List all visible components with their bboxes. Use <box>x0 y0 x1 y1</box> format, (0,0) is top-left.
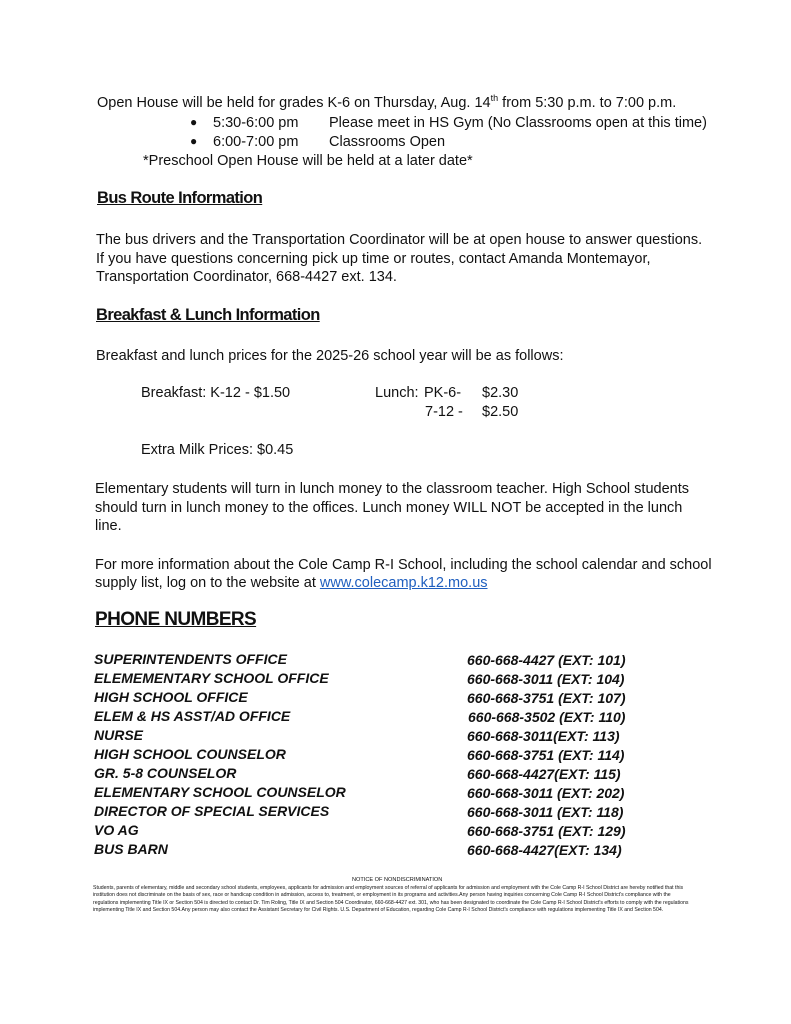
phone-label: GR. 5-8 COUNSELOR <box>94 765 237 781</box>
bus-route-heading: Bus Route Information <box>97 189 263 207</box>
phone-number: 660-668-3011 (EXT: 104) <box>467 671 625 687</box>
phone-number: 660-668-3751 (EXT: 107) <box>467 690 626 706</box>
schedule-desc-2: Classrooms Open <box>329 134 446 150</box>
lunch-price-1: $2.30 <box>482 385 519 401</box>
phone-number: 660-668-3751 (EXT: 114) <box>467 747 625 763</box>
phone-number: 660-668-3011 (EXT: 118) <box>467 804 624 820</box>
meals-heading: Breakfast & Lunch Information <box>96 306 320 324</box>
lunch-grade-1: PK-6- <box>424 385 462 401</box>
phone-label: ELEMEMENTARY SCHOOL OFFICE <box>94 670 329 686</box>
milk-price: Extra Milk Prices: $0.45 <box>141 442 294 458</box>
phone-number: 660-668-3011 (EXT: 202) <box>467 785 625 801</box>
phone-label: BUS BARN <box>94 841 168 857</box>
phone-label: SUPERINTENDENTS OFFICE <box>94 651 287 667</box>
phone-number: 660-668-4427(EXT: 115) <box>467 766 621 782</box>
lunch-price-2: $2.50 <box>482 404 519 420</box>
phone-label: NURSE <box>94 727 144 743</box>
phone-label: HIGH SCHOOL COUNSELOR <box>94 746 286 762</box>
phone-label: HIGH SCHOOL OFFICE <box>94 689 248 705</box>
notice-title: NOTICE OF NONDISCRIMINATION <box>352 877 443 883</box>
bus-line-3: Transportation Coordinator, 668-4427 ext. 134. <box>96 269 397 285</box>
phone-number: 660-668-3502 (EXT: 110) <box>468 709 626 725</box>
schedule-desc-1: Please meet in HS Gym (No Classrooms open at this time) <box>329 115 707 131</box>
phone-label: VO AG <box>94 822 139 838</box>
meals-intro: Breakfast and lunch prices for the 2025-26 school year will be as follows: <box>96 348 564 364</box>
bullet-icon: ● <box>190 134 198 148</box>
info-line-2 <box>95 574 488 592</box>
phone-label: DIRECTOR OF SPECIAL SERVICES <box>94 803 330 819</box>
money-line-3: line. <box>95 518 122 534</box>
bullet-icon: ● <box>190 115 198 129</box>
notice-body: Students, parents of elementary, middle and secondary school students, employees, applicants for admission and employment sources of referral of applicants for admission and employment with the Cole Camp R-I School District are hereby notified that this institution does not discriminate on the basis of sex, race or handicap condition in admission, access to, treatment, or employment in its programs and activities.Any person having inquiries concerning Cole Camp R-I School District's compliance with the regulations implementing Title IX or Section 504 is directed to contact Dr. Tim Roling, Title IX and Section 504 Coordinator, 660-668-4427 ext. 301, who has been designated to coordinate the Cole Camp R-I School District's efforts to comply with the regulations implementing Title IX and Section 504.Any person may also contact the Assistant Secretary for Civil Rights. U.S. Department of Education, regarding Cole Camp R-I School District's compliance with regulations implementing Title IX and Section 504. <box>93 885 689 914</box>
phone-numbers-heading: PHONE NUMBERS <box>95 609 257 630</box>
breakfast-price: Breakfast: K-12 - $1.50 <box>141 385 291 401</box>
lunch-grade-2: 7-12 - <box>425 404 463 420</box>
lunch-label: Lunch: <box>375 385 419 401</box>
bus-line-2: If you have questions concerning pick up time or routes, contact Amanda Montemayor, <box>96 251 651 267</box>
phone-number: 660-668-4427 (EXT: 101) <box>467 652 626 668</box>
info-line-2-text: supply list, log on to the website at <box>95 575 320 591</box>
phone-number: 660-668-4427(EXT: 134) <box>467 842 622 858</box>
open-house-line <box>97 94 676 112</box>
info-line-1: For more information about the Cole Camp R-I School, including the school calendar and school <box>95 557 712 573</box>
website-link[interactable]: www.colecamp.k12.mo.us <box>319 575 488 591</box>
money-line-2: should turn in lunch money to the offices. Lunch money WILL NOT be accepted in the lunch <box>95 500 683 516</box>
open-house-time: from 5:30 p.m. to 7:00 p.m. <box>498 95 677 111</box>
phone-label: ELEM & HS ASST/AD OFFICE <box>94 708 291 724</box>
preschool-note: *Preschool Open House will be held at a later date* <box>143 153 473 169</box>
money-line-1: Elementary students will turn in lunch money to the classroom teacher. High School students <box>95 481 689 497</box>
schedule-time-2: 6:00-7:00 pm <box>213 134 299 150</box>
phone-label: ELEMENTARY SCHOOL COUNSELOR <box>94 784 346 800</box>
phone-number: 660-668-3751 (EXT: 129) <box>467 823 626 839</box>
bus-line-1: The bus drivers and the Transportation Coordinator will be at open house to answer questions. <box>96 232 703 248</box>
ordinal-suffix: th <box>490 93 499 104</box>
schedule-time-1: 5:30-6:00 pm <box>213 115 299 131</box>
phone-number: 660-668-3011(EXT: 113) <box>467 728 620 744</box>
open-house-text: Open House will be held for grades K-6 on Thursday, Aug. 14 <box>97 95 491 111</box>
